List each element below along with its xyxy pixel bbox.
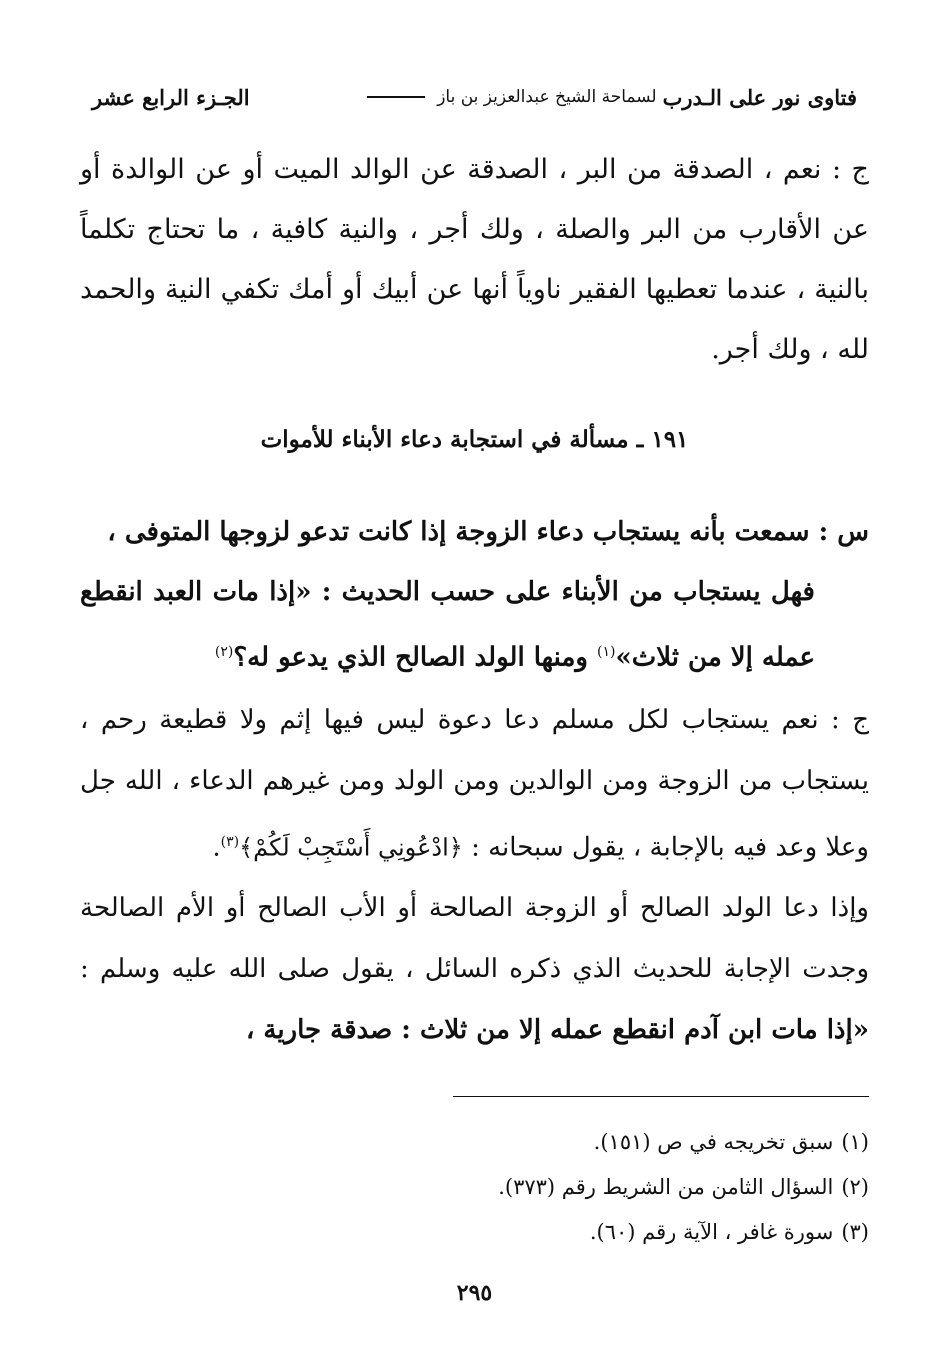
answer-2-end: . (212, 832, 221, 863)
footnote-ref-2[interactable]: (٢) (214, 644, 234, 660)
part-label: الجـزء الرابع عشر (92, 84, 250, 110)
quran-verse: ﴿ادْعُونِي أَسْتَجِبْ لَكُمْ﴾ (239, 833, 463, 862)
footnote-text: السؤال الثامن من الشريط رقم (٣٧٣). (498, 1175, 834, 1199)
question-prefix: س : (818, 517, 869, 547)
answer-text: نعم ، الصدقة من البر ، الصدقة عن الوالد الميت أو عن الوالدة أو عن الأقارب من البر والصلة ، ولك أجر ، والنية كافية ، ما تحتاج تكلماً بالنية ، عندما تعطيها الفقير ناوياً أنها عن أبيك أو أمك تكفي النية والحمد لله ، ولك أجر. (80, 154, 869, 365)
section-heading: ١٩١ ـ مسألة في استجابة دعاء الأبناء للأموات (260, 426, 689, 453)
answer-paragraph-2 (80, 690, 869, 879)
question-line-1 (80, 502, 869, 562)
footnote-text: سورة غافر ، الآية رقم (٦٠). (589, 1220, 834, 1244)
header-title-group (361, 85, 857, 110)
answer-2-text: نعم يستجاب لكل مسلم دعا دعوة ليس فيها إثم ولا قطيعة رحم ، يستجاب من الزوجة ومن الوالدين ومن الولد ومن غيرهم الدعاء ، الله جل وعلا وعد فيه بالإجابة ، يقول سبحانه : (80, 705, 869, 863)
footnote-ref-3[interactable]: (٣) (220, 834, 240, 850)
footnote-text: سبق تخريجه في ص (١٥١). (593, 1130, 834, 1154)
footnote-1 (80, 1120, 869, 1165)
footnote-number: (٣) (841, 1220, 869, 1244)
page-number: ٢٩٥ (456, 1280, 493, 1306)
question-text-2: فهل يستجاب من الأبناء على حسب الحديث : «إذا مات العبد انقطع عمله إلا من ثلاث» (80, 577, 815, 673)
answer-3 (80, 878, 869, 1061)
footnote-3 (80, 1210, 869, 1255)
footnote-ref-1[interactable]: (١) (597, 644, 616, 660)
book-title: فتاوى نور على الـدرب (662, 84, 857, 110)
question-text-3: ومنها الولد الصالح الذي يدعو له؟ (233, 642, 598, 673)
footnote-number: (٢) (841, 1175, 869, 1199)
footnote-number: (١) (841, 1130, 869, 1154)
author-name: لسماحة الشيخ عبدالعزيز بن باز (437, 87, 657, 107)
header-dash (367, 96, 425, 98)
hadith-quote: «إذا مات ابن آدم انقطع عمله إلا من ثلاث : صدقة جارية ، (245, 1015, 869, 1045)
footnote-2 (80, 1165, 869, 1210)
answer-paragraph-3 (80, 878, 869, 1061)
footnote-divider (453, 1096, 869, 1097)
question-block (80, 502, 869, 688)
answer-3-text: وإذا دعا الولد الصالح أو الزوجة الصالحة أو الأب الصالح أو الأم الصالحة وجدت الإجابة للحديث الذي ذكره السائل ، يقول صلى الله عليه وسلم : (80, 893, 869, 984)
answer-paragraph-1 (80, 140, 869, 380)
answer-2-prefix: ج : (831, 705, 870, 735)
answer-prefix: ج : (831, 154, 869, 185)
answer-2 (80, 690, 869, 879)
question-text-1: سمعت بأنه يستجاب دعاء الزوجة إذا كانت تدعو لزوجها المتوفى ، (107, 517, 810, 547)
question-continuation (80, 562, 869, 688)
running-header (92, 80, 857, 114)
footnotes (80, 1120, 869, 1255)
answer-1 (80, 140, 869, 380)
